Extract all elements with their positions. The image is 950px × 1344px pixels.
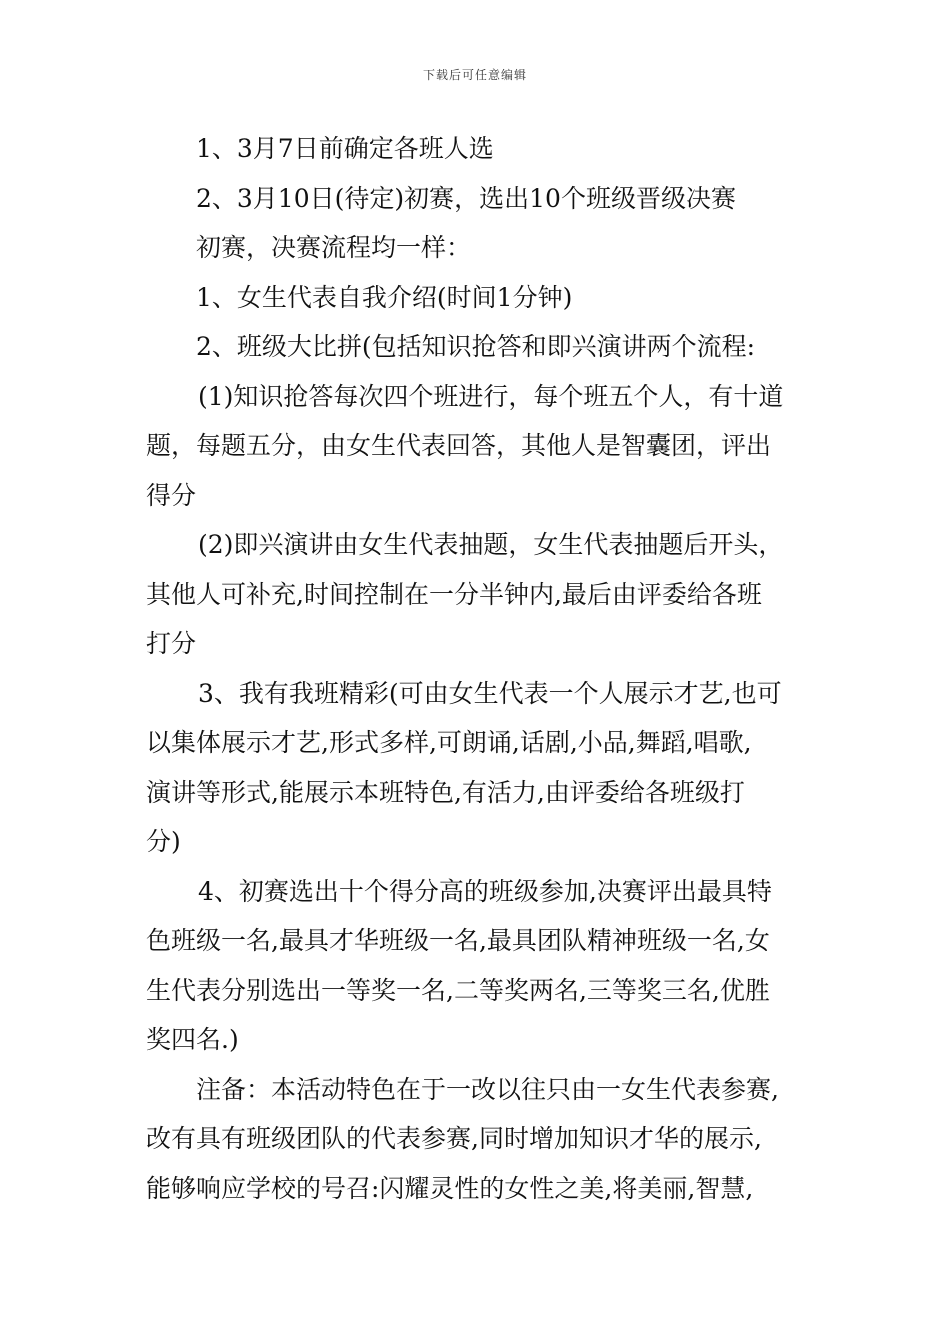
text-line: 演讲等形式,能展示本班特色,有活力,由评委给各班级打 bbox=[146, 777, 745, 807]
text-line: 题，每题五分，由女生代表回答，其他人是智囊团，评出 bbox=[146, 431, 772, 460]
text-line: 3、我有我班精彩(可由女生代表一个人展示才艺,也可 bbox=[198, 678, 782, 708]
page-header: 下载后可任意编辑 bbox=[422, 68, 527, 82]
paragraph-step-3 bbox=[146, 669, 810, 867]
paragraph-schedule-1 bbox=[146, 124, 810, 174]
text-line: 生代表分别选出一等奖一名,二等奖两名,三等奖三名,优胜 bbox=[146, 975, 770, 1005]
text-line: (1)知识抢答每次四个班进行，每个班五个人，有十道 bbox=[198, 381, 784, 411]
paragraph-quiz bbox=[146, 372, 810, 521]
text-line: 2、班级大比拼(包括知识抢答和即兴演讲两个流程: bbox=[196, 332, 756, 361]
text-line: 2、3月10日(待定)初赛，选出10个班级晋级决赛 bbox=[196, 183, 736, 213]
text-line: 以集体展示才艺,形式多样,可朗诵,话剧,小品,舞蹈,唱歌, bbox=[146, 728, 752, 757]
paragraph-note bbox=[146, 1065, 810, 1214]
text-line: 分) bbox=[146, 827, 181, 856]
text-line: 奖四名.) bbox=[146, 1025, 239, 1054]
document-body bbox=[146, 124, 810, 1213]
text-line: 其他人可补充,时间控制在一分半钟内,最后由评委给各班 bbox=[146, 579, 762, 609]
paragraph-schedule-2 bbox=[146, 174, 810, 224]
text-line: 打分 bbox=[146, 629, 197, 658]
paragraph-speech bbox=[146, 520, 810, 669]
text-line: 4、初赛选出十个得分高的班级参加,决赛评出最具特 bbox=[198, 876, 772, 906]
text-line: 色班级一名,最具才华班级一名,最具团队精神班级一名,女 bbox=[146, 926, 770, 955]
paragraph-step-1 bbox=[146, 273, 810, 323]
paragraph-flow-intro bbox=[146, 223, 810, 273]
text-line: 注备：本活动特色在于一改以往只由一女生代表参赛, bbox=[196, 1074, 779, 1104]
text-line: (2)即兴演讲由女生代表抽题，女生代表抽题后开头， bbox=[198, 530, 784, 559]
paragraph-step-4 bbox=[146, 867, 810, 1065]
text-line: 能够响应学校的号召:闪耀灵性的女性之美,将美丽,智慧, bbox=[146, 1173, 754, 1203]
text-line: 初赛，决赛流程均一样： bbox=[196, 233, 472, 262]
text-line: 改有具有班级团队的代表参赛,同时增加知识才华的展示, bbox=[146, 1124, 762, 1153]
paragraph-step-2 bbox=[146, 322, 810, 372]
text-line: 1、3月7日前确定各班人选 bbox=[196, 134, 494, 163]
text-line: 1、女生代表自我介绍(时间1分钟) bbox=[196, 282, 573, 312]
text-line: 得分 bbox=[146, 480, 197, 510]
